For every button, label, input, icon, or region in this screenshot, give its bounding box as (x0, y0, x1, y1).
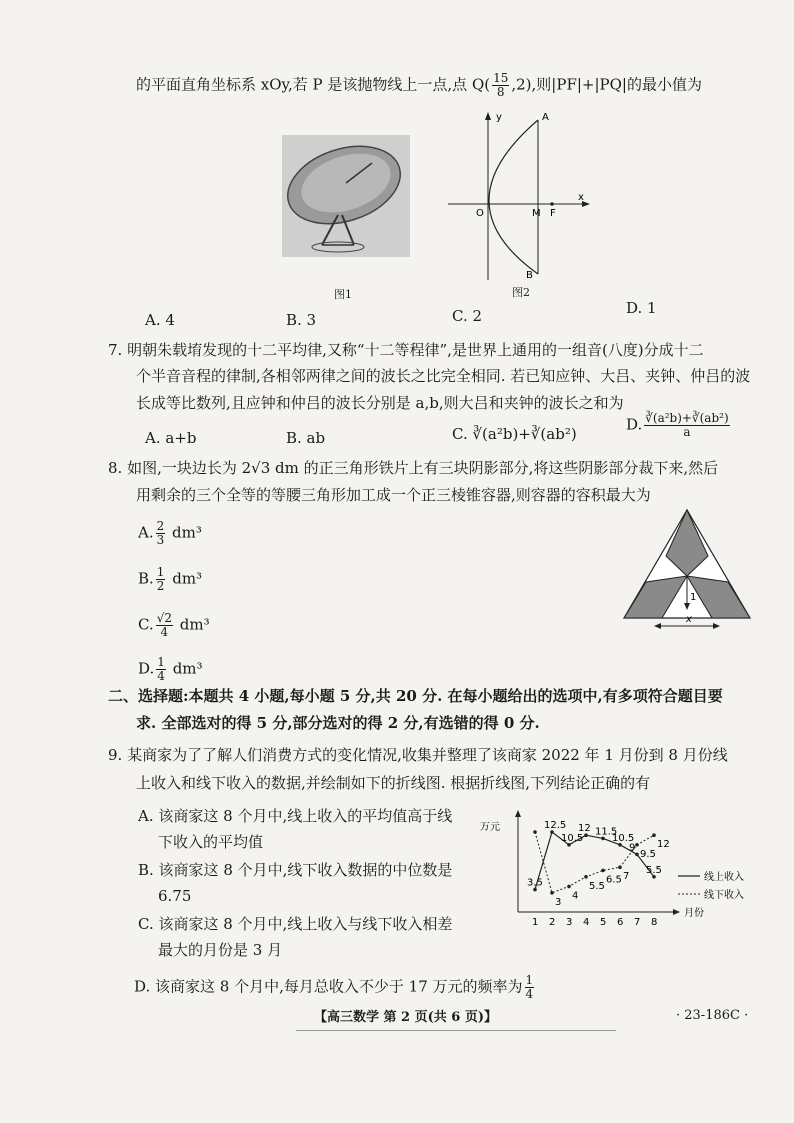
q9-option-b-line2: 6.75 (158, 887, 192, 905)
series-online-label: 10.5 (612, 832, 635, 844)
q6-figure2-label: 图2 (512, 286, 530, 299)
footer-divider (296, 1030, 616, 1031)
fig2-label-m: M (532, 208, 541, 219)
chart-tick-x: 5 (600, 917, 607, 928)
q7-option-d: D. $\frac{\text{∛(a²b)+∛(ab²)}}{a}$ (626, 411, 729, 439)
series-online-label: 10.5 (561, 832, 584, 844)
series-offline-point (635, 843, 639, 847)
chart-x-arrow (673, 909, 680, 915)
q7-line2: 个半音音程的律制,各相邻两律之间的波长之比完全相同. 若已知应钟、大吕、夹钟、仲吕的波 (136, 367, 751, 385)
q9-line1: 9. 某商家为了了解人们消费方式的变化情况,收集并整理了该商家 2022 年 1 月份到 8 月份线 (108, 746, 728, 764)
chart-tick-x: 3 (566, 917, 573, 928)
series-online-label: 5.5 (646, 864, 662, 876)
legend-online-label: 线上收入 (704, 872, 744, 883)
series-online-label: 3.5 (527, 877, 543, 889)
q7-option-c: C. ∛(a²b)+∛(ab²) (452, 425, 577, 443)
q6-figure2-parabola (440, 108, 600, 286)
series-offline-point (533, 830, 537, 834)
q6-option-a: A. 4 (145, 311, 175, 329)
footer-code: · 23-186C · (676, 1008, 749, 1023)
q7-option-a: A. a+b (145, 429, 197, 447)
series-online-label: 12 (578, 823, 591, 835)
series-online-label: 12.5 (544, 820, 567, 831)
q8-option-a: A. $\frac{2}{3}$ dm³ (138, 519, 202, 547)
chart-marks (527, 820, 744, 908)
series-offline-point (550, 891, 554, 895)
q9-option-a-line1: A. 该商家这 8 个月中,线上收入的平均值高于线 (138, 807, 453, 825)
q8-line2: 用剩余的三个全等的等腰三角形加工成一个正三棱锥容器,则容器的容积最大为 (136, 486, 651, 504)
q7-line3: 长成等比数列,且应钟和仲吕的波长分别是 a,b,则大吕和夹钟的波长之和为 (136, 394, 624, 412)
series-offline-label: 7 (623, 871, 630, 883)
q9-line-chart (478, 806, 778, 946)
q6-option-c: C. 2 (452, 307, 483, 325)
series-online-point (635, 853, 639, 857)
chart-xlabel: 月份 (684, 908, 704, 919)
series-offline-point (618, 865, 622, 869)
q9-option-a-line2: 下收入的平均值 (158, 833, 264, 851)
q6-text-post: ,2),则|PF|+|PQ|的最小值为 (511, 75, 702, 94)
fig2-label-x: x (578, 192, 584, 203)
chart-tick-x: 7 (634, 917, 641, 928)
series-offline-point (601, 869, 605, 873)
section2-line1: 二、选择题:本题共 4 小题,每小题 5 分,共 20 分. 在每小题给出的选项中,有多项符合题目要 (108, 687, 723, 705)
legend-offline-label: 线下收入 (704, 890, 744, 901)
section2-line2: 求. 全部选对的得 5 分,部分选对的得 2 分,有选错的得 0 分. (136, 714, 540, 732)
q8-line1: 8. 如图,一块边长为 2√3 dm 的正三角形铁片上有三块阴影部分,将这些阴影部分裁下来,然后 (108, 459, 719, 477)
series-offline-label: 5.5 (589, 880, 605, 892)
chart-tick-x: 6 (617, 917, 624, 928)
q8-label-x: x (686, 614, 692, 625)
series-offline-point (567, 885, 571, 889)
q6-option-d: D. 1 (626, 299, 657, 317)
fig2-label-a: A (542, 112, 549, 123)
chart-y-arrow (515, 810, 521, 817)
q9-option-b-line1: B. 该商家这 8 个月中,线下收入数据的中位数是 (138, 861, 453, 879)
series-offline-label: 3 (555, 896, 562, 908)
chart-axes (480, 810, 704, 928)
q8-option-d: D. $\frac{1}{4}$ dm³ (138, 655, 203, 683)
q7-line1: 7. 明朝朱载堉发现的十二平均律,又称“十二等程律”,是世界上通用的一组音(八度)分成十二 (108, 341, 704, 359)
q8-option-b: B. $\frac{1}{2}$ dm³ (138, 565, 203, 593)
q9-option-d: D. 该商家这 8 个月中,每月总收入不少于 17 万元的频率为 $\frac{1}{4}$ (134, 973, 534, 1001)
fig2-label-y: y (496, 112, 502, 123)
series-online-label: 11.5 (595, 826, 618, 838)
q8-triangle-figure (616, 506, 758, 636)
fig2-label-o: O (476, 208, 484, 219)
fig2-label-f: F (550, 208, 556, 219)
series-offline-label: 6.5 (606, 874, 622, 886)
chart-tick-x: 2 (549, 917, 556, 928)
series-offline-label: 9.5 (640, 848, 656, 860)
chart-tick-x: 1 (532, 917, 539, 928)
chart-tick-x: 4 (583, 917, 590, 928)
q6-figure1-label: 图1 (334, 288, 352, 301)
series-offline-point (584, 875, 588, 879)
series-offline-label: 4 (572, 890, 579, 902)
q6-q-fraction: $\frac{15}{8}$ (493, 71, 509, 99)
q6-text-pre: 的平面直角坐标系 xOy,若 P 是该抛物线上一点,点 Q( (136, 75, 491, 94)
q8-label-one: 1 (690, 592, 697, 603)
series-offline-label: 12 (657, 839, 670, 851)
chart-tick-x: 8 (651, 917, 658, 928)
q6-figure1-dish (282, 135, 410, 257)
q9-option-c-line1: C. 该商家这 8 个月中,线上收入与线下收入相差 (138, 915, 453, 933)
q7-option-b: B. ab (286, 429, 326, 447)
series-online-label: 9 (629, 842, 636, 854)
chart-ylabel: 万元 (480, 822, 500, 833)
q8-option-c: C. $\frac{√2}{4}$ dm³ (138, 611, 210, 639)
q6-line1 (136, 72, 702, 99)
q6-option-b: B. 3 (286, 311, 317, 329)
q9-option-c-line2: 最大的月份是 3 月 (158, 941, 283, 959)
q9-line2: 上收入和线下收入的数据,并绘制如下的折线图. 根据折线图,下列结论正确的有 (136, 774, 651, 792)
series-offline-point (652, 833, 656, 837)
footer-page-info: 【高三数学 第 2 页(共 6 页)】 (314, 1010, 498, 1025)
fig2-label-b: B (526, 270, 533, 281)
